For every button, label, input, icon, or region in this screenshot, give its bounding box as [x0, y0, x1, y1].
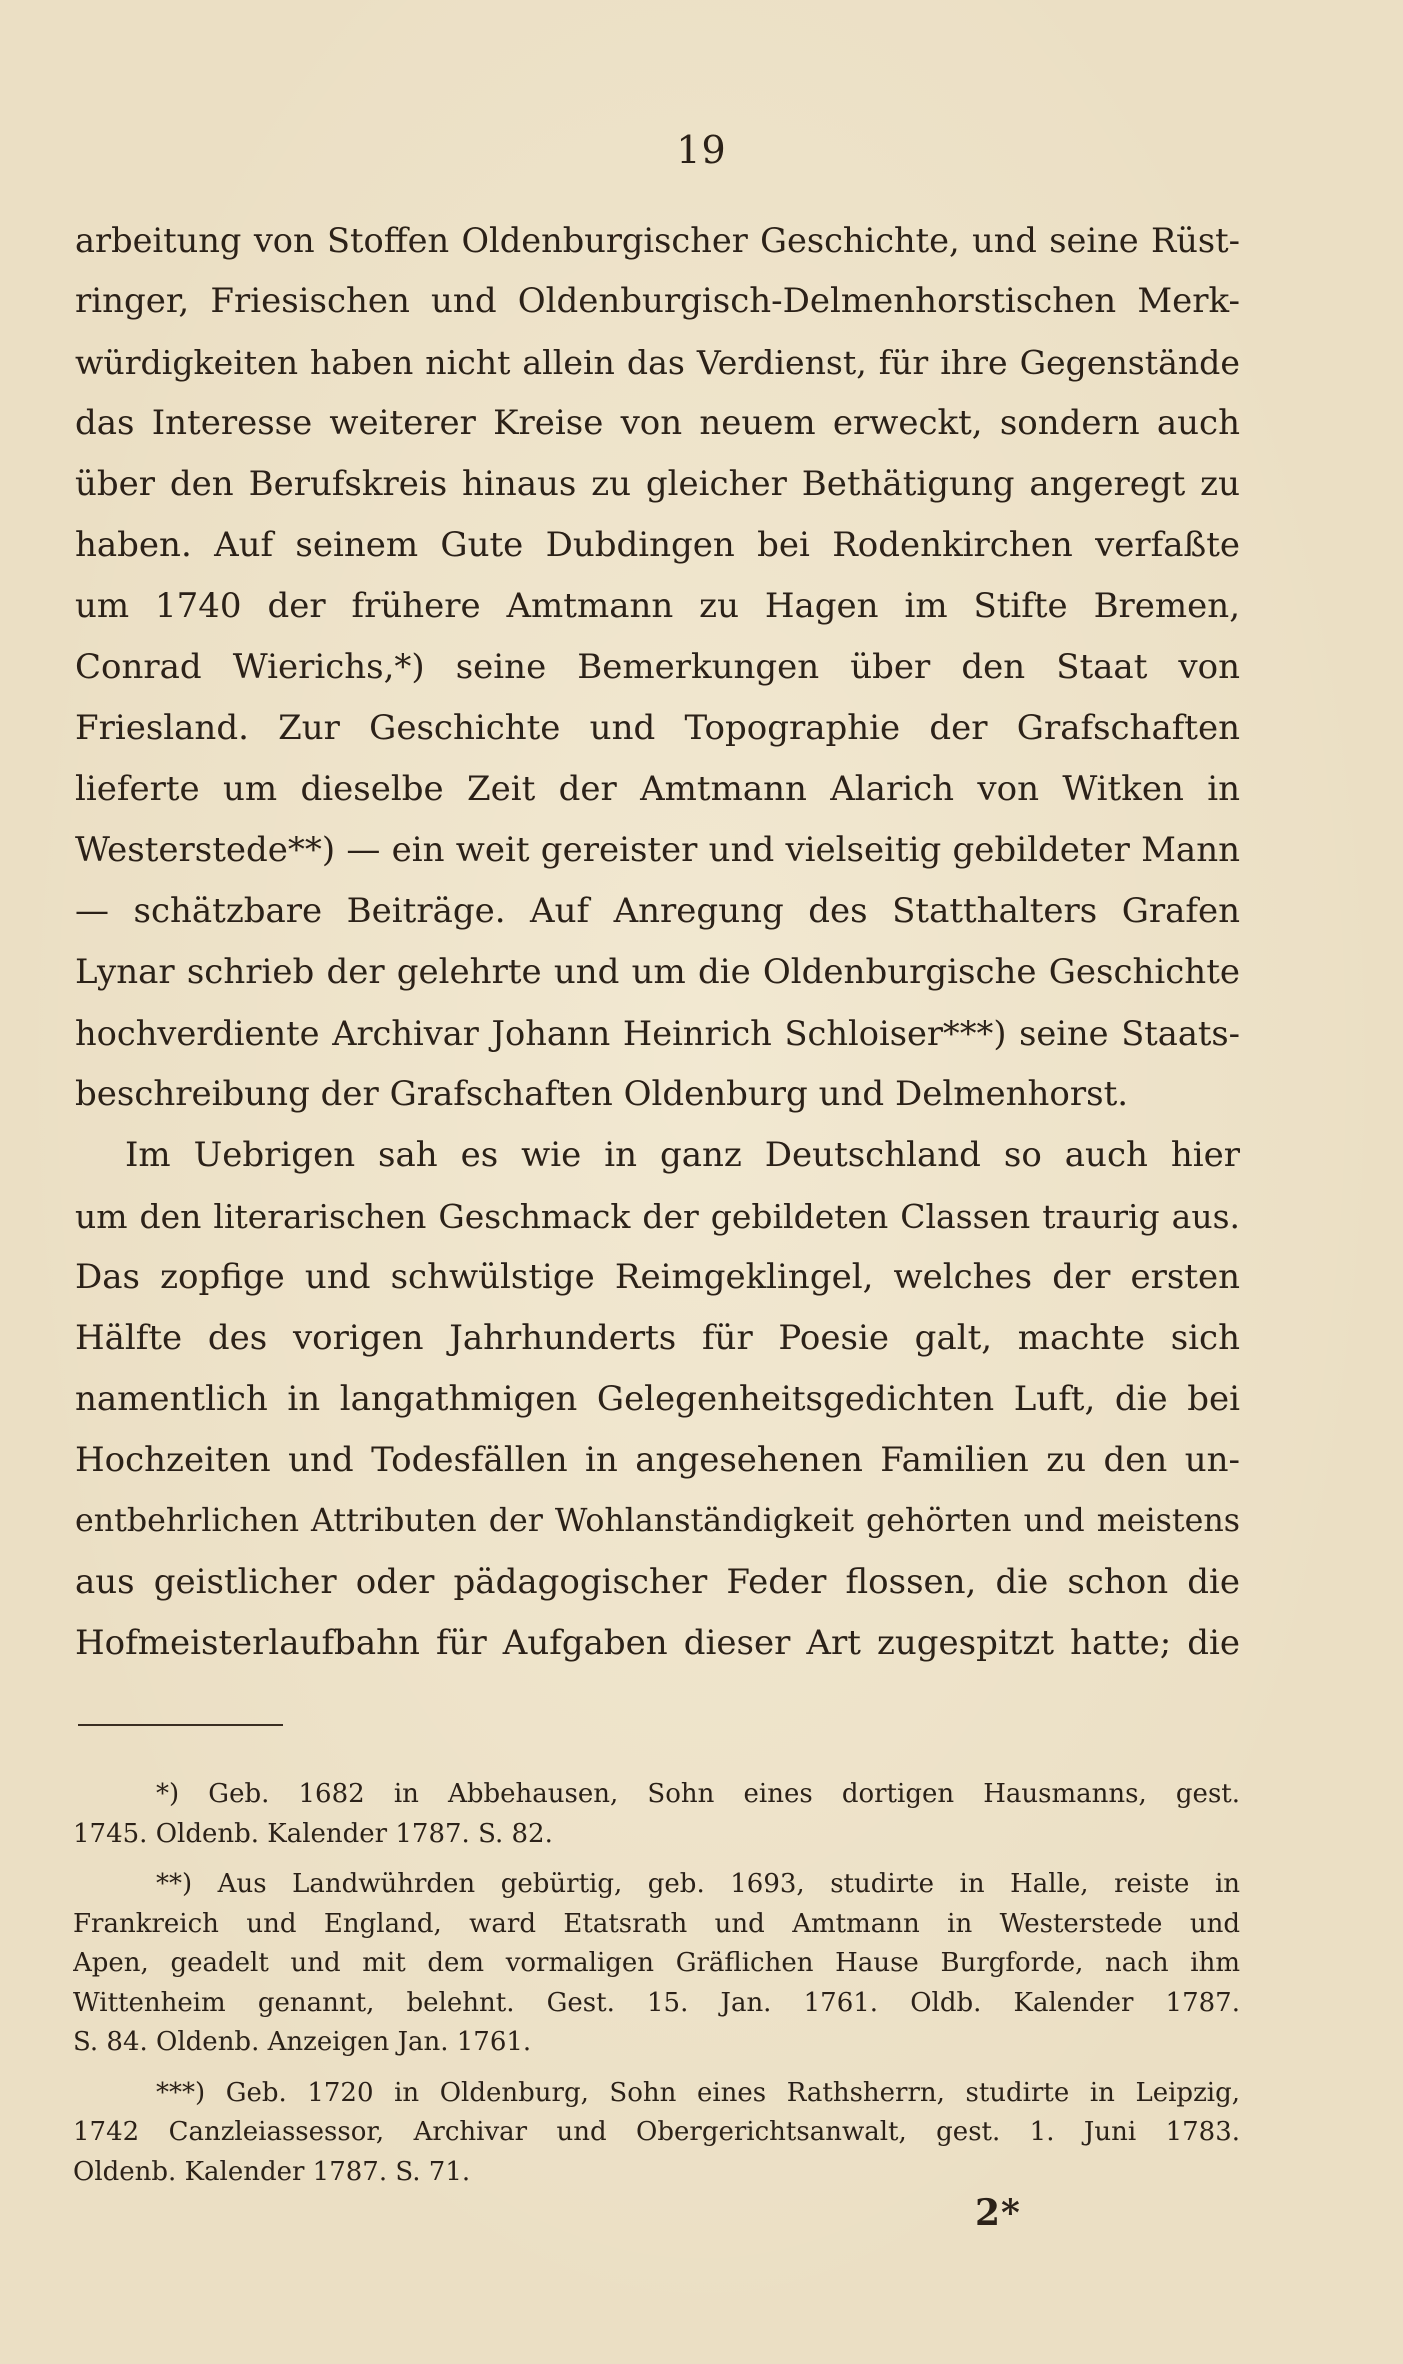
text-line: Hälfte des vorigen Jahrhunderts für Poesie galt, machte sich	[75, 1318, 1240, 1358]
text-line: Hochzeiten und Todesfällen in angesehenen Familien zu den un-	[75, 1440, 1240, 1480]
footnote-line: Frankreich und England, ward Etatsrath und Amtmann in Westerstede und	[73, 1908, 1240, 1939]
footnote-line: Oldenb. Kalender 1787. S. 71.	[73, 2156, 471, 2187]
footnote-2	[73, 1865, 1240, 2063]
text-line: ringer, Friesischen und Oldenburgisch-Delmenhorstischen Merk-	[75, 281, 1240, 321]
footnote-divider	[78, 1724, 283, 1726]
paragraph-end-line: beschreibung der Grafschaften Oldenburg und Delmenhorst.	[75, 1074, 1129, 1114]
text-line: Hofmeisterlaufbahn für Aufgaben dieser Art zugespitzt hatte; die	[75, 1623, 1240, 1663]
text-line: über den Berufskreis hinaus zu gleicher Bethätigung angeregt zu	[75, 464, 1240, 504]
footnote-line: Apen, geadelt und mit dem vormaligen Gräflichen Hause Burgforde, nach ihm	[73, 1948, 1240, 1978]
page-number: 19	[676, 128, 727, 172]
text-line: Das zopfige und schwülstige Reimgeklingel, welches der ersten	[75, 1257, 1240, 1297]
text-line: würdigkeiten haben nicht allein das Verdienst, für ihre Gegenstände	[75, 343, 1240, 382]
footnote-3	[73, 2074, 1240, 2193]
footnote-line: Wittenheim genannt, belehnt. Gest. 15. Jan. 1761. Oldb. Kalender 1787.	[73, 1987, 1240, 2018]
footnote-line: ***) Geb. 1720 in Oldenburg, Sohn eines Rathsherrn, studirte in Leipzig,	[156, 2077, 1240, 2108]
text-line: Conrad Wierichs,*) seine Bemerkungen über den Staat von	[75, 647, 1240, 687]
text-line: hochverdiente Archivar Johann Heinrich Schloiser***) seine Staats-	[75, 1014, 1240, 1053]
text-line: haben. Auf seinem Gute Dubdingen bei Rodenkirchen verfaßte	[75, 525, 1240, 565]
signature-mark: 2*	[975, 2192, 1021, 2234]
text-line: lieferte um dieselbe Zeit der Amtmann Alarich von Witken in	[75, 769, 1240, 809]
text-line: um den literarischen Geschmack der gebildeten Classen traurig aus.	[75, 1197, 1240, 1236]
text-line: um 1740 der frühere Amtmann zu Hagen im Stifte Bremen,	[75, 586, 1240, 626]
footnote-line: 1745. Oldenb. Kalender 1787. S. 82.	[73, 1818, 553, 1849]
text-line: Westerstede**) — ein weit gereister und vielseitig gebildeter Mann	[75, 830, 1240, 870]
text-line: Friesland. Zur Geschichte und Topographie der Grafschaften	[75, 708, 1240, 748]
text-line: Lynar schrieb der gelehrte und um die Oldenburgische Geschichte	[75, 952, 1240, 992]
main-text-block	[75, 210, 1240, 1674]
paragraph-start-line: Im Uebrigen sah es wie in ganz Deutschland so auch hier	[125, 1135, 1240, 1175]
text-line: aus geistlicher oder pädagogischer Feder flossen, die schon die	[75, 1562, 1240, 1602]
footnote-line: *) Geb. 1682 in Abbehausen, Sohn eines dortigen Hausmanns, gest.	[156, 1779, 1240, 1809]
footnotes-block	[73, 1775, 1240, 2192]
text-line: entbehrlichen Attributen der Wohlanständigkeit gehörten und meistens	[75, 1503, 1240, 1539]
footnote-line: 1742 Canzleiassessor, Archivar und Obergerichtsanwalt, gest. 1. Juni 1783.	[73, 2117, 1240, 2147]
text-line: — schätzbare Beiträge. Auf Anregung des Statthalters Grafen	[75, 891, 1240, 931]
footnote-1	[73, 1775, 1240, 1854]
footnote-line: S. 84. Oldenb. Anzeigen Jan. 1761.	[73, 2027, 532, 2057]
text-line: namentlich in langathmigen Gelegenheitsgedichten Luft, die bei	[75, 1379, 1240, 1419]
text-line: das Interesse weiterer Kreise von neuem erweckt, sondern auch	[75, 403, 1240, 443]
footnote-line: **) Aus Landwührden gebürtig, geb. 1693, studirte in Halle, reiste in	[156, 1869, 1240, 1899]
text-line: arbeitung von Stoffen Oldenburgischer Geschichte, und seine Rüst-	[75, 221, 1240, 260]
